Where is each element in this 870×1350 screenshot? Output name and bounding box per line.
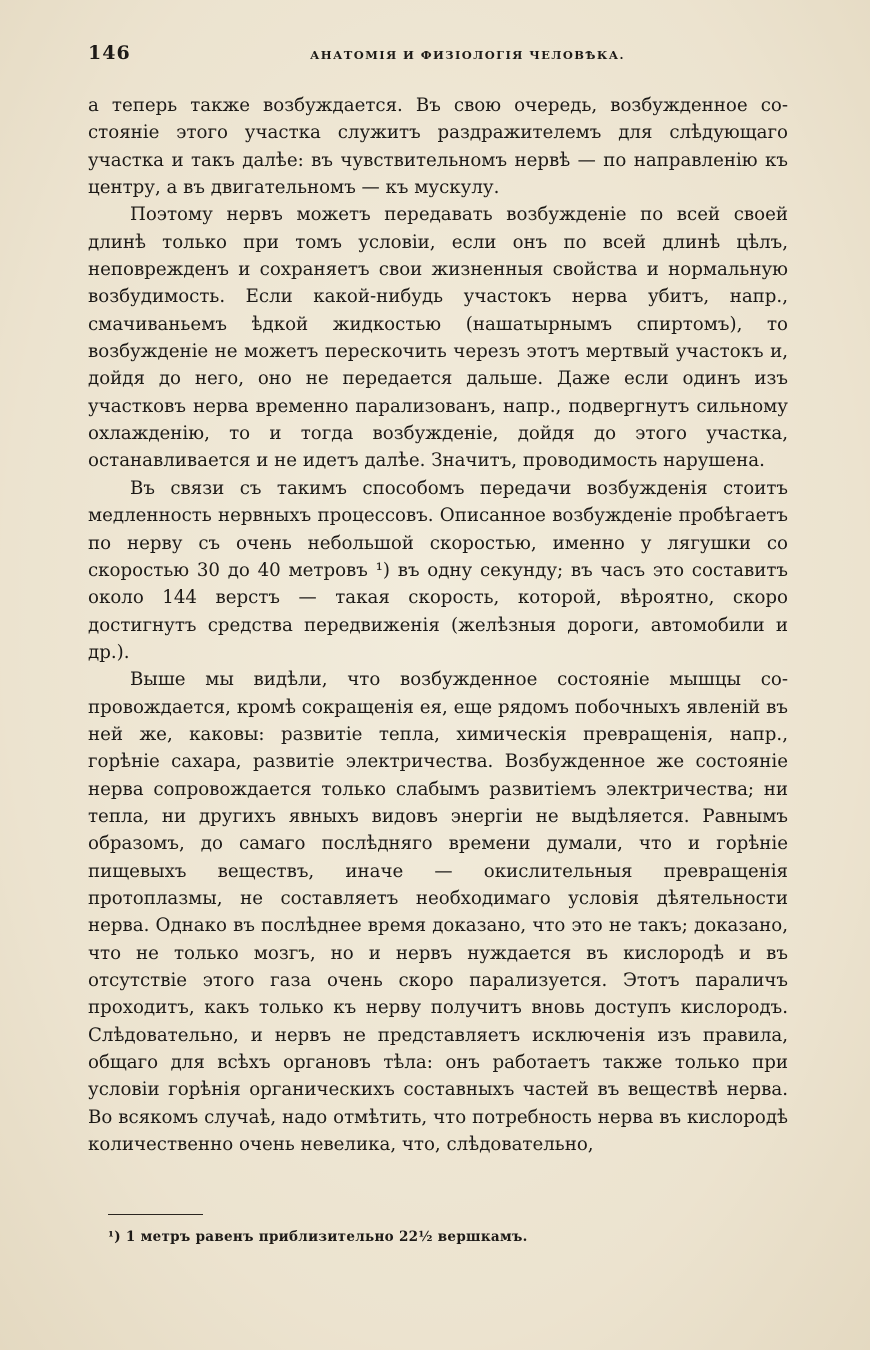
footnote: ¹) 1 метръ равенъ приблизительно 22½ вершкамъ. [108, 1229, 528, 1245]
paragraph-nerve-conduction: Поэтому нервъ можетъ передавать возбужденіе по всей своей длинѣ только при томъ условіи, если онъ по всей длинѣ цѣлъ, неповрежденъ и сохраняетъ свои жизненныя свойства и нормальную возбудимость. Если какой-нибудь участокъ нерва убитъ, напр., смачиваньемъ ѣдкой жидкостью (нашатырнымъ спиртомъ), то возбужденіе не можетъ перескочить черезъ этотъ мертвый участокъ и, дойдя до него, оно не передается дальше. Даже если одинъ изъ участковъ нерва временно парализованъ, напр., подвергнутъ сильному охлажденію, то и тогда возбужденіе, дойдя до этого участка, останавливается и не идетъ далѣе. Значитъ, проводимость нарушена. [88, 204, 788, 472]
paragraph-conduction-speed: Въ связи съ такимъ способомъ передачи возбужденія стоитъ медленность нервныхъ процессовъ. Описанное возбужденіе пробѣгаетъ по нерву съ очень небольшой скоростью, именно у лягушки со скоростью 30 до 40 метровъ ¹) въ одну секунду; въ часъ это составитъ около 144 верстъ — такая скорость, которой, вѣроятно, скоро достигнутъ средства передвиженія (желѣзныя дороги, автомобили и др.). [88, 477, 788, 663]
paragraph-continuation: а теперь также возбуждается. Въ свою очередь, возбужденное состояніе этого участка служитъ раздражителемъ для слѣдующаго участка и такъ далѣе: въ чувствительномъ нервѣ — по направленію къ центру, а въ двигательномъ — къ мускулу. [88, 95, 788, 199]
page-header [88, 42, 788, 70]
body-text [88, 92, 788, 1158]
footnote-divider [108, 1214, 203, 1215]
running-title: АНАТОМІЯ И ФИЗІОЛОГІЯ ЧЕЛОВѢКА. [310, 48, 625, 62]
page-number: 146 [88, 42, 131, 64]
paragraph-nerve-oxygen: Выше мы видѣли, что возбужденное состояніе мышцы сопровождается, кромѣ сокращенія ея, еще рядомъ побочныхъ явленій въ ней же, каковы: развитіе тепла, химическія превращенія, напр., горѣніе сахара, развитіе электричества. Возбужденное же состояніе нерва сопровождается только слабымъ развитіемъ электричества; ни тепла, ни другихъ явныхъ видовъ энергіи не выдѣляется. Равнымъ образомъ, до самаго послѣдняго времени думали, что и горѣніе пищевыхъ веществъ, иначе — окислительныя превращенія протоплазмы, не составляетъ необходимаго условія дѣятельности нерва. Однако въ послѣднее время доказано, что это не такъ; доказано, что не только мозгъ, но и нервъ нуждается въ кислородѣ и въ отсутствіе этого газа очень скоро парализуется. Этотъ параличъ проходитъ, какъ только къ нерву получитъ вновь доступъ кислородъ. Слѣдовательно, и нервъ не представляетъ исключенія изъ правила, общаго для всѣхъ органовъ тѣла: онъ работаетъ также только при условіи горѣнія органическихъ составныхъ частей въ веществѣ нерва. Во всякомъ случаѣ, надо отмѣтить, что потребность нерва въ кислородѣ количественно очень невелика, что, слѣдовательно, [88, 669, 788, 1156]
